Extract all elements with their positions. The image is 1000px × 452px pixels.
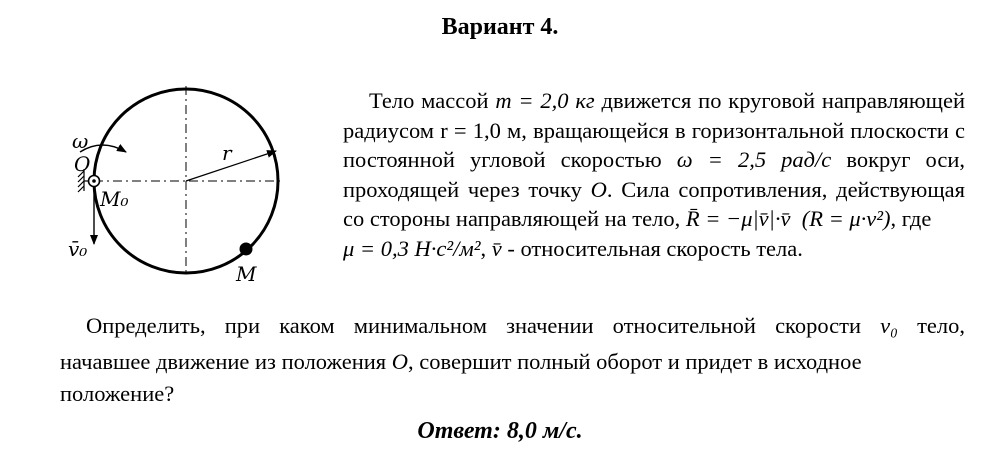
problem-text-2: движется по круговой направляющей радиусом r = 1,0 м, вращающейся в горизонтальной плоскости с постоянной угловой скоростью [343,88,965,172]
v-symbol: v̄ [491,235,502,261]
question-line-1a: Определить, при каком минимальном значении относительной скорости [86,313,881,338]
mu-value: μ = 0,3 Н·с²/м² [343,235,481,261]
problem-text-7: - относительная скорость тела. [501,235,803,261]
question-line-2a: начавшее движение из положения [60,349,392,374]
point-m0-label: M₀ [100,187,129,211]
problem-text-3: вокруг оси, проходящей через точку [343,147,965,202]
problem-text-5: , где [890,206,932,231]
point-o-label: O [74,152,91,176]
problem-text-1: Тело массой [369,88,496,113]
question-line-3: положение? [60,381,175,406]
question-point-o: O [391,349,409,374]
body-point-m [240,243,253,256]
omega-label: ω [72,129,89,153]
question-line-2b: , совершит полный оборот и придет в исходное [408,349,862,374]
force-magnitude: (R = μ·v²) [801,206,891,231]
problem-text-4: . Сила сопротивления, действующая со стороны направляющей на тело, [343,176,965,231]
question-line-1 [60,313,965,339]
mechanics-figure [60,78,330,288]
force-formula: R̄ = −μ|v̄|·v̄ [685,206,791,231]
point-m-label: M [236,262,257,286]
velocity-label: v̄₀ [68,237,88,261]
problem-text [343,86,965,263]
answer: Ответ: 8,0 м/с. [417,418,583,444]
mass-value: m = 2,0 кг [495,88,595,113]
question-line-1b: тело, [897,313,965,338]
variant-title: Вариант 4. [441,14,559,40]
point-o-ref: O [590,176,607,202]
question-line-2 [60,349,965,375]
radius-label: r [222,141,232,165]
problem-text-6: , [480,235,492,261]
v0-symbol: v₀ [880,313,898,338]
omega-value: ω = 2,5 рад/с [676,147,832,172]
